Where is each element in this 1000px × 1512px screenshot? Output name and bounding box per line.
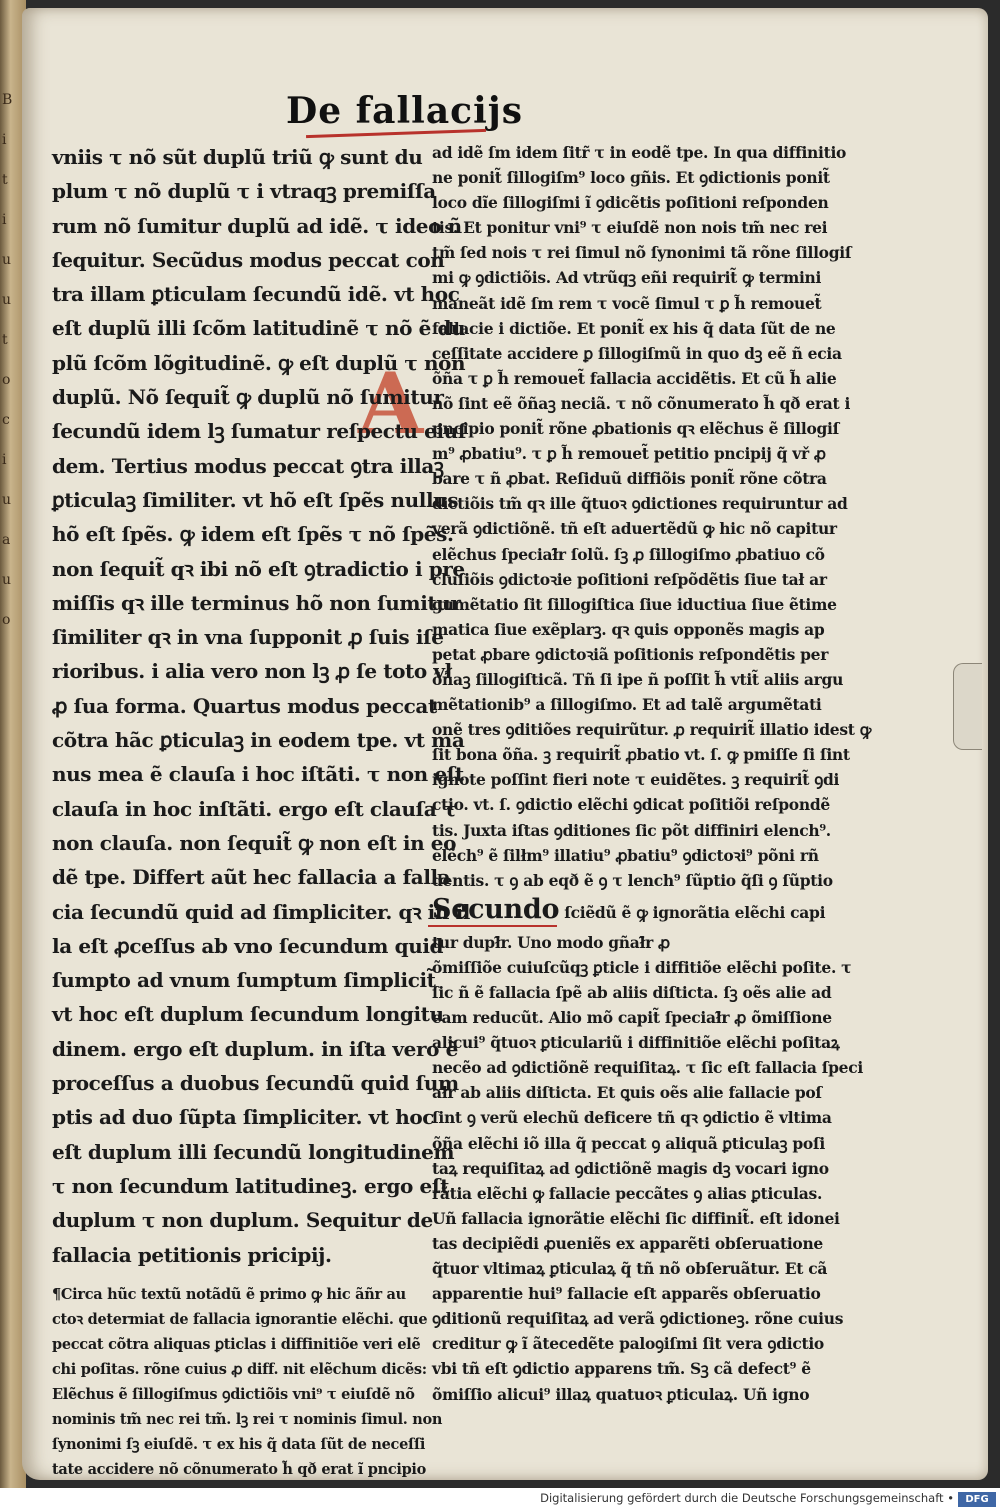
text-line: la eſt ꝓceſſus ab vno ſecundum quid [52,933,444,958]
text-line: ſecundũ idem lꝫ ſumatur reſpectu eiuſ [52,419,466,444]
text-line: gumẽtatio ſit ſillogiſtica ſiue iductiua ſiue ẽtime [432,594,837,614]
text-line: nus mea ẽ clauſa i hoc iſtãti. τ non eſt [52,762,464,787]
text-line: ꝯditionũ requiſitaꝝ ad verã ꝯdictioneꝫ. rõne cuius [432,1309,844,1329]
text-line: dentis. τ ꝯ ab eqð ẽ ꝯ τ lench⁹ ſũptio q̃ſi ꝯ ſũptio [432,870,833,890]
text-line: rãtia elẽchi ꝙ fallacie peccãtes ꝯ alias ꝑticulas. [432,1183,823,1203]
text-line: fallacie i dictiõe. Et ponit̃ ex his q̃ data ſũt de ne [432,318,836,338]
margin-letter: t [2,172,8,188]
margin-letter: o [2,612,11,628]
text-line: õmiſſio alicui⁹ illaꝝ quatuoꝛ ꝑticulaꝝ. Uñ igno [432,1384,810,1404]
text-line: apparentie hui⁹ fallacie eſt apparẽs obſeruatio [432,1284,821,1304]
text-line: tra illam ꝑticulam ſecundũ idẽ. vt hoc [52,282,460,307]
text-line: dinem. ergo eſt duplum. in iſta vero ẽ [52,1036,458,1061]
text-line: q̃tuor vltimaꝝ ꝑticulaꝝ q̃ tñ nõ obſeruãtur. Et cã [432,1259,828,1279]
text-line: ꝓ ſua forma. Quartus modus peccat [52,693,437,718]
margin-letter: i [2,212,7,228]
margin-letter: u [2,492,12,508]
margin-letter: u [2,292,12,308]
secundo-heading: Secundo [432,894,559,925]
text-line: proceſſus a duobus ſecundũ quid ſum [52,1071,459,1096]
commentary-line: peccat cõtra aliquas ꝑticlas i diffinitiõe veri elẽ [52,1335,421,1353]
text-line: ſint ꝯ verũ elechũ deficere tñ qꝛ ꝯdictio ẽ vltima [432,1108,832,1128]
footer-credit-text: Digitalisierung gefördert durch die Deutsche Forschungsgemeinschaft • [540,1491,954,1505]
text-line: elẽch⁹ ẽ ſilłm⁹ illatiu⁹ ꝓbatiu⁹ ꝯdictoꝛi⁹ põni rñ [432,845,819,865]
text-line: õmiſſiõe cuiuſcũqꝫ ꝑticle i diffitiõe elẽchi poſite. τ [432,957,852,977]
text-line: fallacia petitionis pricipij. [52,1242,332,1267]
text-line: tis. Juxta iſtas ꝯditiones ſic põt diffiniri elench⁹. [432,820,831,840]
text-line: ꝑticulaꝫ ſimiliter. vt hõ eſt ſpẽs nullus [52,487,459,512]
text-line: elẽchus ſpeciał̃r ſolũ. ſꝫ ꝓ ſillogiſmo ꝓbatiuo cõ [432,544,825,564]
dfg-logo: DFG [958,1492,996,1507]
commentary-line: ſynonimi ſꝫ eiuſdẽ. τ ex his q̃ data ſũt de neceſſi [52,1435,426,1453]
text-line: miſſis qꝛ ille terminus hõ non ſumitur [52,590,461,615]
text-line: ſic ñ ẽ fallacia ſpẽ ab aliis diſticta. ſꝫ oẽs alie ad [432,983,832,1002]
text-line: dẽ tpe. Differt aũt hec fallacia a falla [52,865,451,890]
text-line: pncipio ponit̃ rõne ꝓbationis qꝛ elẽchus ẽ ſillogiſ [432,419,839,439]
text-line: tur dupł̃r. Uno modo gñał̃r ꝓ [432,932,670,952]
text-line: mẽtationib⁹ a ſillogiſmo. Et ad talẽ argumẽtati [432,695,822,715]
text-line: tis. Et ponitur vni⁹ τ eiuſdẽ non nois tm̃ nec rei [432,218,828,238]
margin-letter: B [2,92,13,108]
left-column-text [52,140,470,1272]
text-line: tm̃ ſed nois τ rei ſimul nõ ſynonimi tã rõne ſillogiſ [432,243,852,263]
right-column-text-top [432,140,872,893]
commentary-line: chi poſitas. rõne cuius ꝓ diff. nit elẽchum dicẽs: [52,1360,427,1378]
text-line: maneãt idẽ ſm rem τ vocẽ ſimul τ ꝑ h̃ remouet̃ [432,293,822,313]
margin-letter: i [2,452,7,468]
text-line: õña τ ꝑ h̃ remouet̃ fallacia accidẽtis. Et cũ h̃ alie [432,368,837,388]
margin-letter: o [2,372,11,388]
text-line: bare τ ñ ꝓbat. Reſiduũ diffiõis ponit̃ rõne cõtra [432,469,827,489]
text-line: rioribus. i alia vero non lꝫ ꝓ ſe toto vł [52,659,452,684]
commentary-line: tate accidere nõ cõnumerato h̃ qð erat ĩ pncipio [52,1460,427,1478]
text-line: eſt duplũ illi ſcõm latitudinẽ τ nõ ẽ du [52,316,466,341]
margin-letter: i [2,132,7,148]
margin-letter: u [2,252,12,268]
secundo-line-rest: ſciẽdũ ẽ ꝙ ignorãtia elẽchi capi [564,902,826,922]
text-line: õña elẽchi iõ illa q̃ peccat ꝯ aliquã ꝑticulaꝫ poſi [432,1133,825,1153]
margin-letter: c [2,412,10,428]
text-line: duplũ. Nõ ſequit̃ ꝙ duplũ nõ ſumitur [52,385,444,410]
text-line: dem. Tertius modus peccat ꝯtra illaꝫ [52,453,444,478]
text-line: petat ꝓbare ꝯdictoꝛiã poſitionis reſpondẽtis per [432,644,829,664]
text-line: vniis τ nõ sũt duplũ triũ ꝙ sunt du [52,145,423,169]
margin-letter: t [2,332,8,348]
text-line: ad idẽ ſm idem ſitr̃ τ in eodẽ tpe. In qua diffinitio [432,143,847,162]
text-line: m⁹ ꝓbatiu⁹. τ ꝑ h̃ remouet̃ petitio pncipij q̃ vř ꝓ [432,444,826,464]
text-line: rum nõ ſumitur duplũ ad idẽ. τ ideo ñ [52,213,462,238]
text-line: plũ ſcõm lõgitudinẽ. ꝙ eſt duplũ τ non [52,350,466,375]
secundo-red-underline [428,925,557,927]
book-page [22,8,988,1480]
text-line: hõ eſt ſpẽs. ꝙ idem eſt ſpẽs τ nõ ſpẽs. [52,522,454,547]
text-line: cõtra hãc ꝑticulaꝫ in eodem tpe. vt ma [52,728,465,753]
text-line: cluſiõis ꝯdictoꝛie poſitioni reſpõdẽtis ſiue tał ar [432,569,827,589]
text-line: ignote poſſint fieri note τ euidẽtes. ꝫ requirit̃ ꝯdi [432,770,840,790]
previous-page-margin-letters [2,80,22,640]
text-line: Uñ fallacia ignorãtie elẽchi ſic diffinit̃. eſt idonei [432,1208,840,1228]
text-line: ał̃r ab aliis diſticta. Et ꝗuis oẽs alie fallacie poſ [432,1083,822,1103]
text-line: vbi tñ eſt ꝯdictio apparens tm̃. Sꝫ cã defect⁹ ẽ [432,1359,811,1379]
commentary-line: Elẽchus ẽ ſillogiſmus ꝯdictiõis vni⁹ τ eiuſdẽ nõ [52,1385,415,1403]
commentary-line: nominis tm̃ nec rei tm̃. lꝫ rei τ nominis ſimul. non [52,1410,443,1428]
text-line: non clauſa. non ſequit̃ ꝙ non eſt in eo [52,830,457,855]
left-column-commentary [52,1282,443,1482]
commentary-line: ¶Circa hũc textũ notãdũ ẽ primo ꝙ hic ãñr au [52,1285,406,1303]
text-line: nõ ſint eẽ õñaꝫ neciã. τ nõ cõnumerato h̃ qð erat i [432,393,851,413]
text-line: ne ponit̃ ſillogiſm⁹ loco gñis. Et ꝯdictionis ponit̃ [432,168,830,188]
right-column-text-bottom [432,930,863,1407]
text-line: õñaꝫ ſillogiſticã. Tñ ſi ipe ñ poſſit h̃ vtit̃ aliis argu [432,669,844,689]
red-initial-letter: A [358,354,424,453]
text-line: taꝝ requiſitaꝝ ad ꝯdictiõnẽ magis dꝫ vocari igno [432,1158,829,1178]
margin-letter: a [2,532,11,548]
text-line: ſequitur. Secũdus modus peccat con [52,247,445,272]
right-column [432,140,872,1407]
text-line: vt hoc eſt duplum ſecundum longitu [52,1002,444,1027]
margin-letter: u [2,572,12,588]
secundo-line [432,893,856,930]
text-line: matica ſiue exẽplarꝫ. qꝛ ꝗuis opponẽs magis ap [432,619,825,639]
footer-bar [0,1488,1000,1512]
text-line: plum τ nõ duplũ τ i vtraqꝫ premiſſa [52,179,436,204]
text-line: necẽo ad ꝯdictiõnẽ requiſitaꝝ. τ ſic eſt fallacia ſpeci [432,1058,863,1078]
text-line: verã ꝯdictiõnẽ. tñ eſt aduertẽdũ ꝙ hic nõ capitur [432,519,837,539]
text-line: ceſſitate accidere ꝑ ſillogiſmũ in quo dꝫ eẽ ñ ecia [432,343,842,363]
text-line: τ non ſecundum latitudineꝫ. ergo eſt [52,1173,449,1198]
text-line: loco dĩe ſillogiſmi ĩ ꝯdicẽtis poſitioni reſponden [432,193,829,213]
text-line: mi ꝙ ꝯdictiõis. Ad vtrũqꝫ eñi requirit̃ ꝙ termini [432,268,822,288]
text-line: ptis ad duo ſũpta ſimpliciter. vt hoc [52,1105,435,1130]
text-line: clauſa in hoc inſtãti. ergo eſt clauſa τ [52,796,456,821]
text-line: cia ſecundũ quid ad ſimpliciter. qꝛ in il [52,899,470,924]
text-line: eam reducũt. Alio mõ capit̃ ſpeciał̃r ꝓ õmiſſione [432,1008,832,1028]
text-line: ſumpto ad vnum ſumptum ſimplicit̃ [52,968,436,993]
text-line: ctio. vt. ſ. ꝯdictio elẽchi ꝯdicat poſitiõi reſpondẽ [432,795,830,815]
text-line: dictiõis tm̃ qꝛ ille q̃tuoꝛ ꝯdictiones requiruntur ad [432,494,848,514]
left-column [52,140,470,1482]
text-line: duplum τ non duplum. Sequitur de [52,1208,433,1233]
text-line: creditur ꝙ ĩ ãtecedẽte paloꝯiſmi ſit vera ꝯdictio [432,1334,824,1354]
commentary-line: ctoꝛ determiat de fallacia ignorantie elẽchi. que [52,1310,428,1328]
text-line: tas decipiẽdi ꝓueniẽs ex apparẽti obſeruatione [432,1233,823,1253]
text-line: eſt duplum illi ſecundũ longitudinem [52,1139,455,1164]
page-header [286,90,523,132]
text-line: onẽ tres ꝯditiões requirũtur. ꝓ requirit̃ illatio idest ꝙ [432,720,872,740]
text-line: ſit bona õña. ꝫ requirit̃ ꝓbatio vt. ſ. ꝙ pmiſſe ſi ſint [432,745,850,765]
page-tab-mark [953,663,982,750]
text-line: ſimiliter qꝛ in vna ſupponit ꝓ ſuis iſe [52,625,444,650]
text-line: non ſequit̃ qꝛ ibi nõ eſt ꝯtradictio i pre [52,556,465,581]
text-line: alicui⁹ q̃tuoꝛ ꝑticulariũ i diffinitiõe elẽchi poſitaꝝ [432,1033,840,1053]
page-title: De fallacijs [286,90,524,132]
